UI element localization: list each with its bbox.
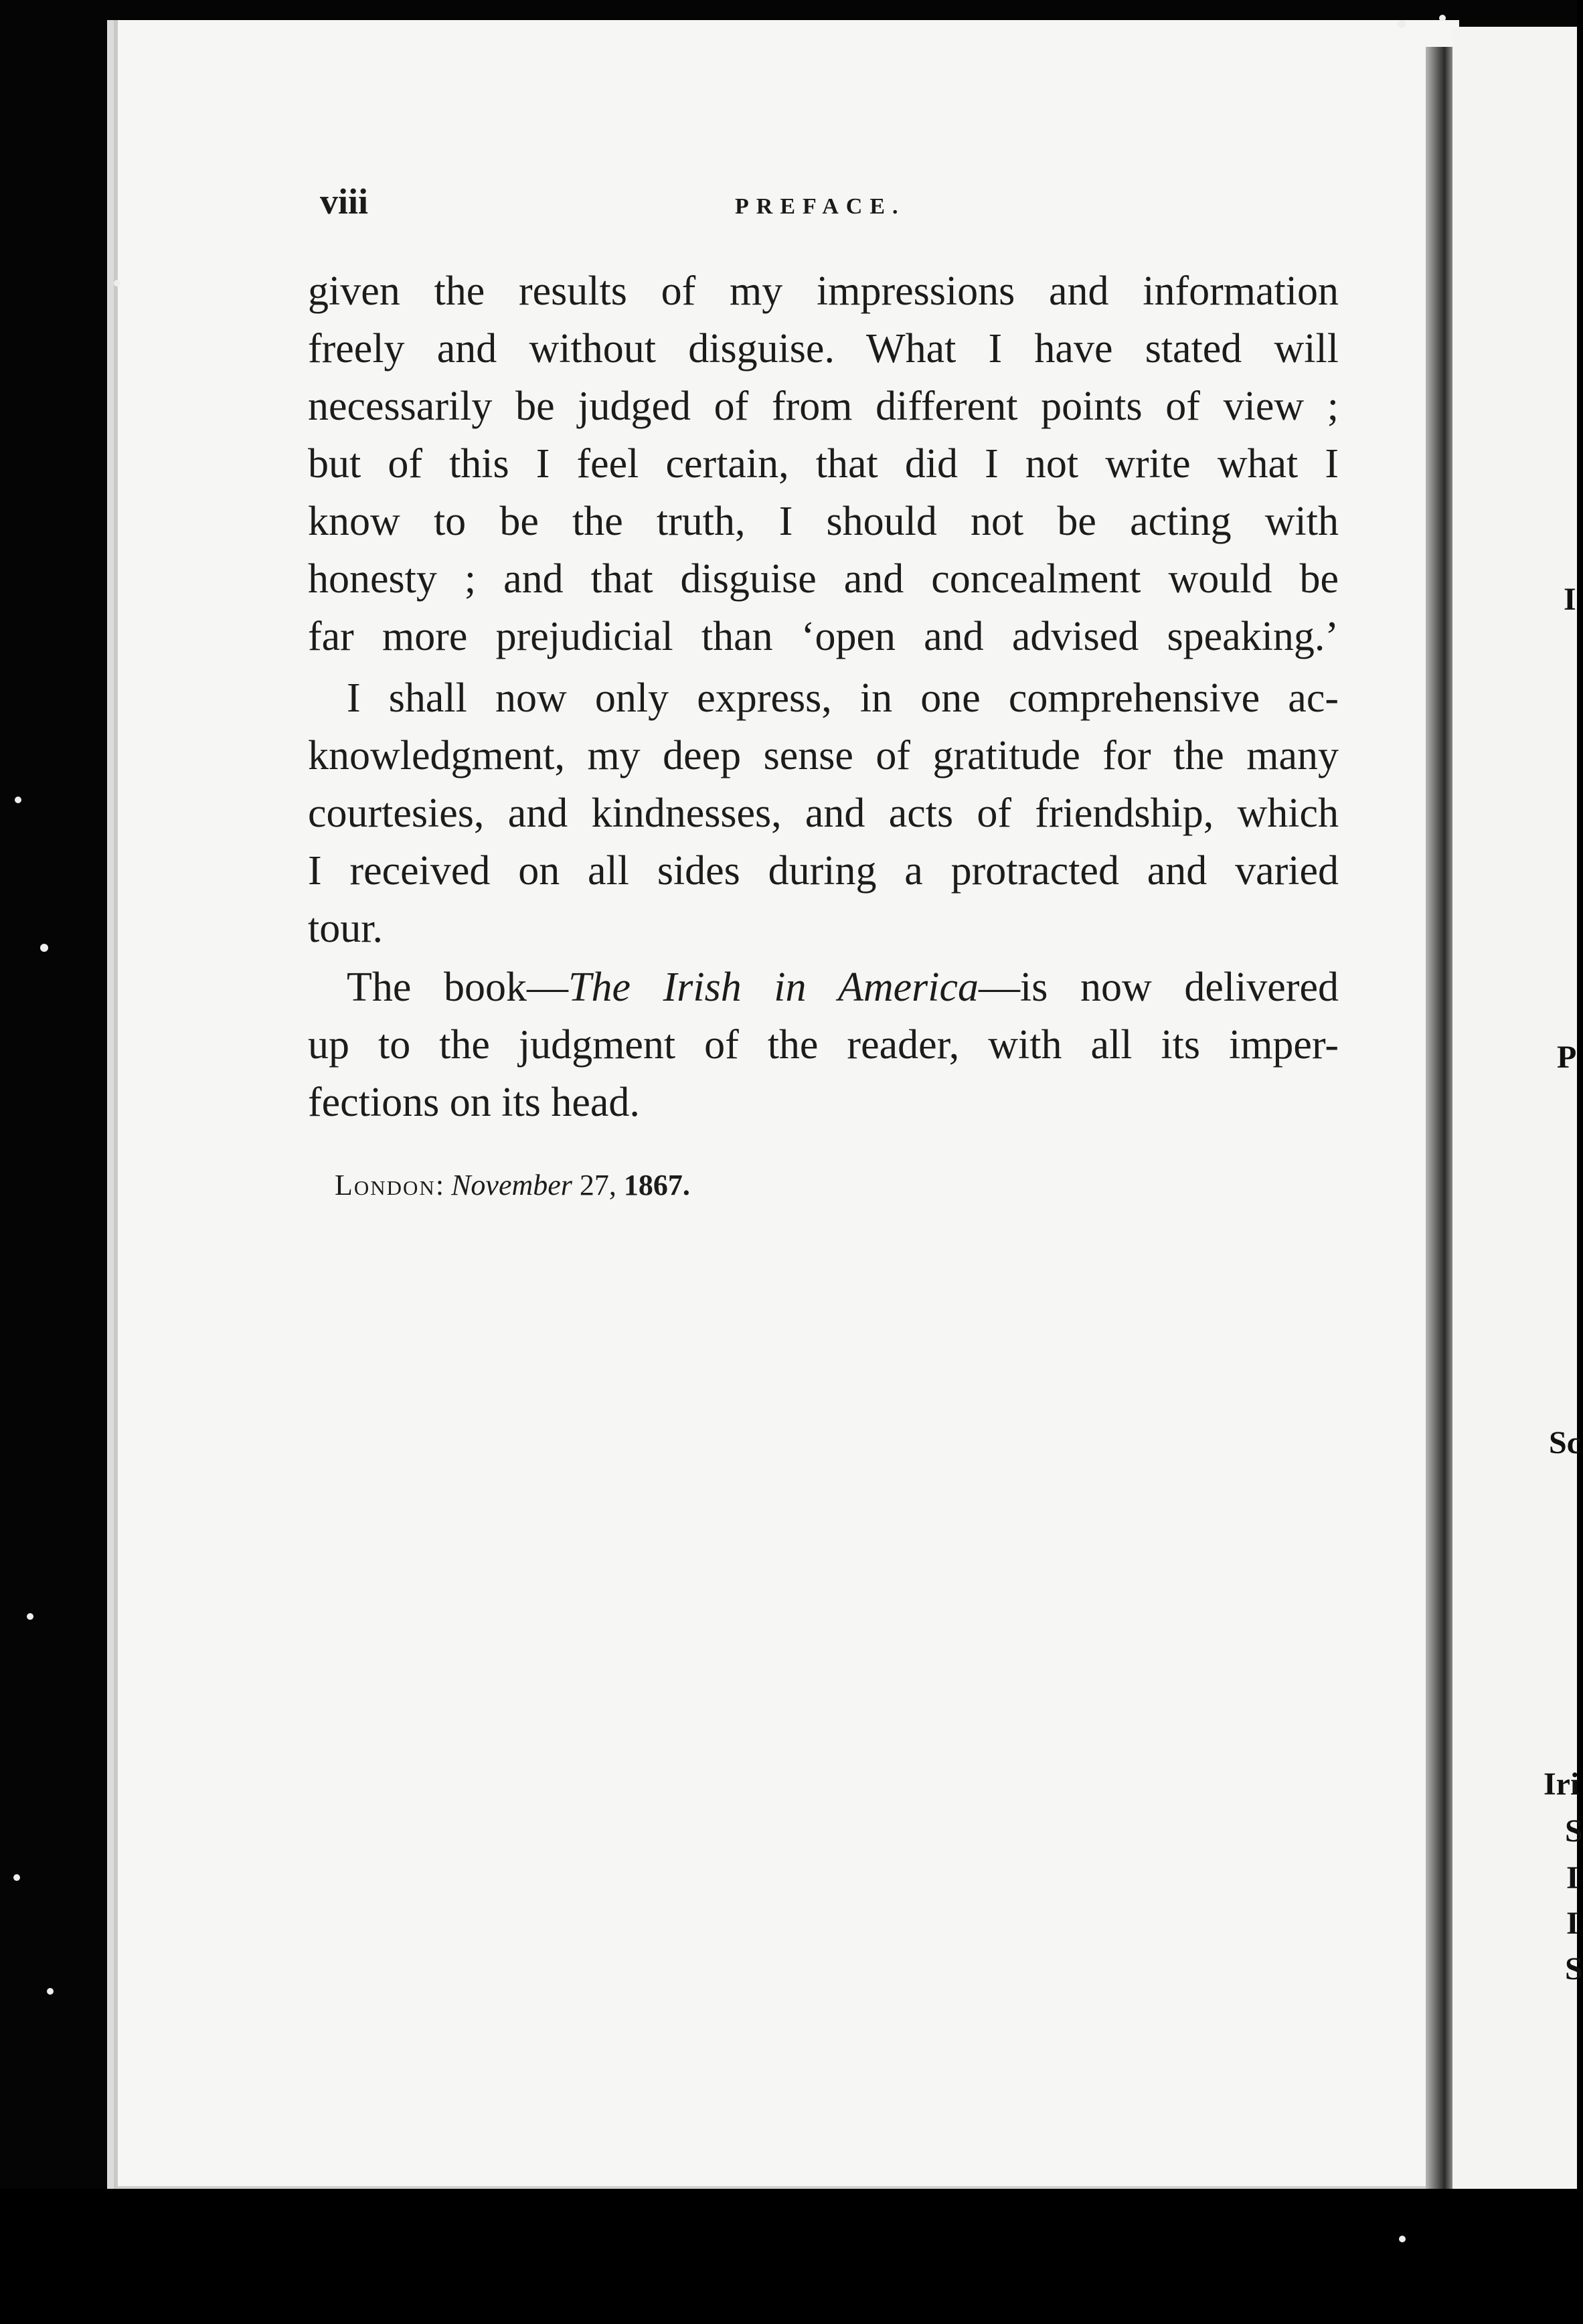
text-line: up to the judgment of the reader, with all its imper- [308,1022,1339,1068]
text-fragment: The book— [347,965,568,1010]
facing-page-fragment: S [1565,1813,1583,1849]
text-line: I shall now only express, in one comprehensive ac- [347,675,1339,721]
text-line: I received on all sides during a protracted and varied [308,848,1339,894]
facing-page-fragment: Sc [1549,1425,1581,1461]
paragraph-3 [308,959,1339,1131]
signature-day: 27, [579,1169,616,1201]
page-number: viii [320,181,369,222]
right-page-edge [1452,27,1580,2195]
text-line: knowledgment, my deep sense of gratitude for the many [308,733,1339,778]
dust-speck [1439,15,1446,21]
facing-page-fragment: Iri [1544,1766,1580,1802]
text-line [308,959,1339,1016]
book-gutter [1426,47,1452,2189]
signature-line [335,1168,690,1202]
dust-speck [114,280,120,286]
facing-page-fragment: I [1566,1906,1579,1941]
text-line: necessarily be judged of from different points of view ; [308,384,1339,429]
signature-place: London [335,1169,436,1201]
dust-speck [13,1874,20,1881]
dust-speck [15,797,21,803]
paragraph-2 [308,669,1339,957]
text-fragment: —is now delivered [979,965,1339,1010]
facing-page-fragment: S [1565,1951,1583,1987]
text-line: far more prejudicial than ‘open and advised speaking.’ [308,614,1339,659]
facing-page-fragment: P [1557,1040,1577,1075]
dust-speck [40,944,48,952]
text-line: but of this I feel certain, that did I not write what I [308,441,1339,487]
text-line: know to be the truth, I should not be acting with [308,499,1339,544]
dust-speck [47,1988,54,1995]
facing-page-fragment: I [1566,1860,1579,1896]
signature-year: 1867. [623,1169,690,1201]
running-title: PREFACE. [735,194,906,219]
text-line: tour. [308,906,383,951]
dust-speck [27,1613,33,1620]
dust-speck [1399,2236,1406,2242]
signature-separator: : [435,1169,444,1201]
text-line: given the results of my impressions and information [308,268,1339,314]
facing-page-fragment: I [1564,582,1576,617]
dust-speck [1398,20,1406,28]
signature-month: November [451,1169,572,1201]
scan-border [0,2189,1577,2324]
text-line: honesty ; and that disguise and concealment would be [308,556,1339,602]
paragraph-1 [308,262,1339,665]
book-title: The Irish in America [568,965,979,1010]
text-line: courtesies, and kindnesses, and acts of friendship, which [308,791,1339,836]
text-line: fections on its head. [308,1080,640,1125]
text-line: freely and without disguise. What I have stated will [308,326,1339,371]
